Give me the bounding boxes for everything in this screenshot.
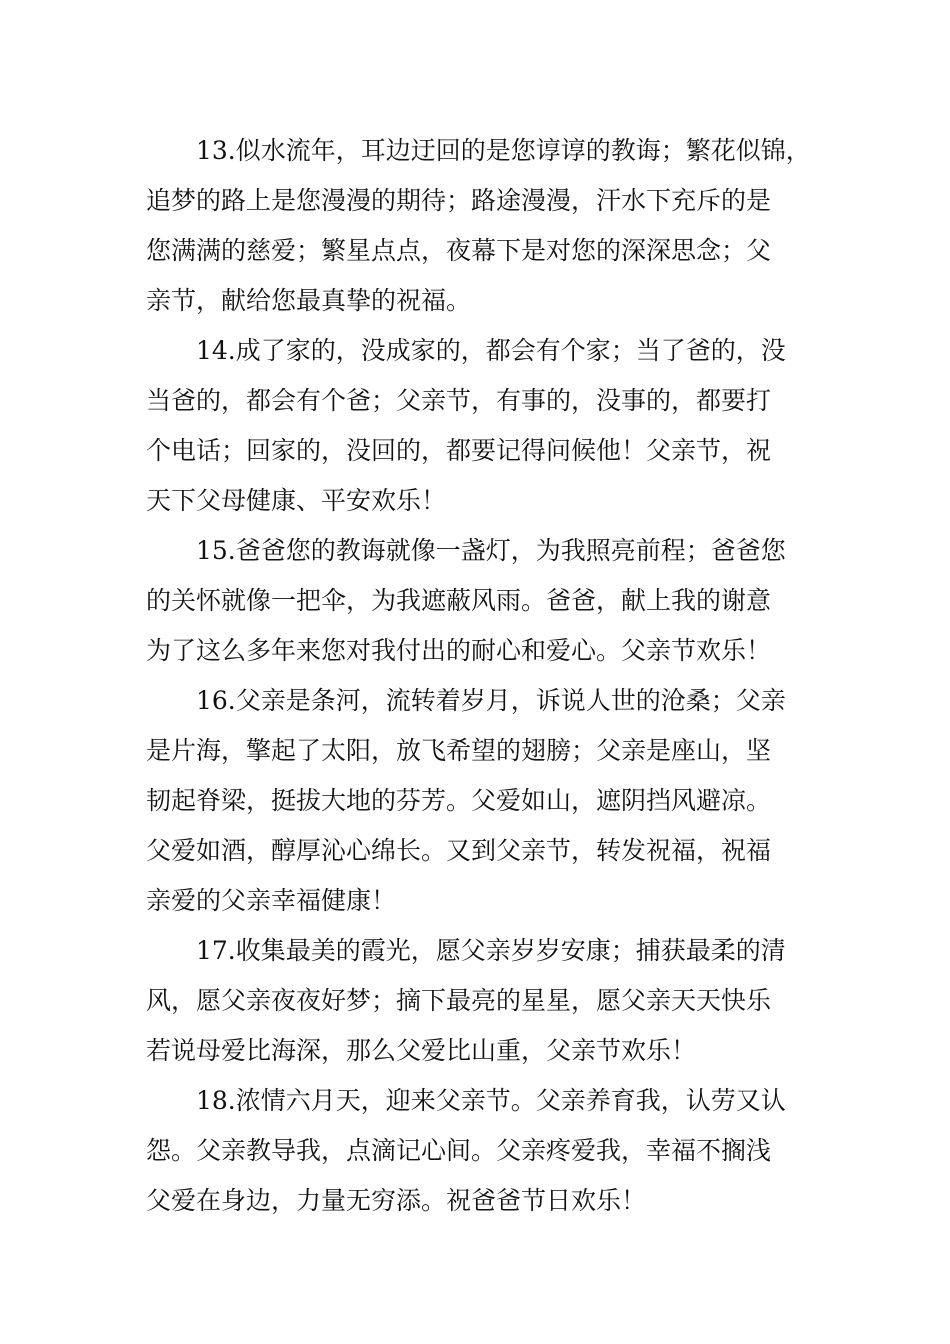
paragraph-line: 15.爸爸您的教诲就像一盏灯，为我照亮前程；爸爸您 bbox=[196, 536, 786, 565]
paragraph-13 bbox=[146, 126, 811, 326]
paragraph-line: 怨。父亲教导我，点滴记心间。父亲疼爱我，幸福不搁浅 bbox=[146, 1136, 772, 1165]
paragraph-line: 风，愿父亲夜夜好梦；摘下最亮的星星，愿父亲天天快乐 bbox=[146, 986, 772, 1015]
paragraph-line: 若说母爱比海深，那么父爱比山重，父亲节欢乐！ bbox=[146, 1036, 697, 1065]
paragraph-line: 17.收集最美的霞光，愿父亲岁岁安康；捕获最柔的清 bbox=[196, 936, 786, 965]
paragraph-18 bbox=[146, 1076, 808, 1226]
paragraph-line: 韧起脊梁，挺拔大地的芬芳。父爱如山，遮阴挡风避凉。 bbox=[146, 786, 772, 815]
paragraph-line: 天下父母健康、平安欢乐！ bbox=[146, 486, 447, 515]
paragraph-line: 16.父亲是条河，流转着岁月，诉说人世的沧桑；父亲 bbox=[196, 686, 786, 715]
paragraph-line: 追梦的路上是您漫漫的期待；路途漫漫，汗水下充斥的是 bbox=[146, 186, 772, 215]
paragraph-line: 14.成了家的，没成家的，都会有个家；当了爸的，没 bbox=[196, 336, 786, 365]
paragraph-line: 的关怀就像一把伞，为我遮蔽风雨。爸爸，献上我的谢意 bbox=[146, 586, 772, 615]
paragraph-line: 亲爱的父亲幸福健康！ bbox=[146, 886, 397, 915]
paragraph-line: 亲节，献给您最真挚的祝福。 bbox=[146, 286, 472, 315]
paragraph-line: 为了这么多年来您对我付出的耐心和爱心。父亲节欢乐！ bbox=[146, 636, 772, 665]
paragraph-line: 父爱在身边，力量无穷添。祝爸爸节日欢乐！ bbox=[146, 1186, 647, 1215]
paragraph-line: 18.浓情六月天，迎来父亲节。父亲养育我，认劳又认 bbox=[196, 1086, 786, 1115]
paragraph-line: 13.似水流年，耳边迂回的是您谆谆的教诲；繁花似锦， bbox=[196, 136, 811, 165]
paragraph-line: 个电话；回家的，没回的，都要记得问候他！父亲节，祝 bbox=[146, 436, 772, 465]
paragraph-17 bbox=[146, 926, 808, 1076]
paragraph-15 bbox=[146, 526, 808, 676]
paragraph-line: 当爸的，都会有个爸；父亲节，有事的，没事的，都要打 bbox=[146, 386, 772, 415]
document-body bbox=[146, 126, 811, 1226]
paragraph-line: 是片海，擎起了太阳，放飞希望的翅膀；父亲是座山，坚 bbox=[146, 736, 772, 765]
paragraph-line: 父爱如酒，醇厚沁心绵长。又到父亲节，转发祝福，祝福 bbox=[146, 836, 772, 865]
paragraph-line: 您满满的慈爱；繁星点点，夜幕下是对您的深深思念；父 bbox=[146, 236, 772, 265]
paragraph-14 bbox=[146, 326, 808, 526]
paragraph-16 bbox=[146, 676, 808, 926]
